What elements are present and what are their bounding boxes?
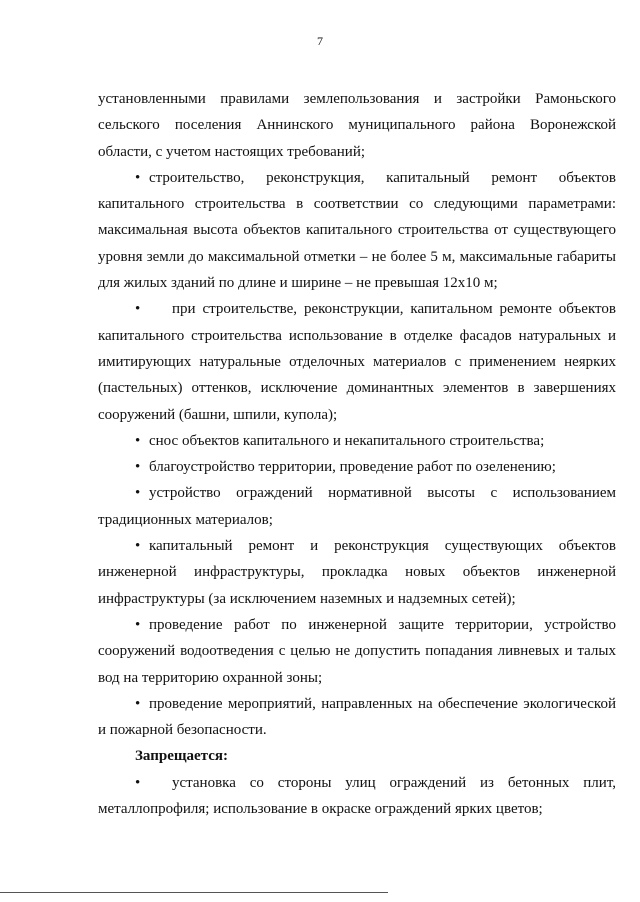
bullet-icon: • [135, 538, 141, 555]
list-item [98, 296, 616, 427]
list-item-text: капитальный ремонт и реконструкция существующих объектов инженерной инфраструктуры, прокладка новых объектов инженерной инфраструктуры (за исключением наземных и надземных сетей); [98, 538, 616, 607]
footer-divider [0, 892, 388, 893]
bullet-icon: • [135, 774, 141, 791]
list-item [98, 480, 616, 533]
list-item-text: строительство, реконструкция, капитальный ремонт объектов капитального строительства в соответствии со следующими параметрами: максимальная высота объектов капитального строительства от существующего уровня земли до максимальной отметки – не более 5 м, максимальные габариты для жилых зданий по длине и ширине – не превышая 12х10 м; [98, 169, 616, 292]
section-heading: Запрещается: [135, 748, 229, 765]
list-item-text: благоустройство территории, проведение работ по озеленению; [149, 459, 556, 476]
list-item [98, 770, 616, 823]
bullet-icon: • [135, 459, 141, 476]
list-item [98, 612, 616, 691]
list-item [98, 165, 616, 296]
bullet-icon: • [135, 695, 141, 712]
paragraph-continuation: установленными правилами землепользования и застройки Рамоньского сельского поселения Аннинского муниципального района Воронежской области, с учетом настоящих требований; [98, 91, 616, 160]
page-number: 7 [317, 34, 323, 48]
bullet-icon: • [135, 485, 141, 502]
list-item-text: при строительстве, реконструкции, капитальном ремонте объектов капитального строительства использование в отделке фасадов натуральных и имитирующих натуральные отделочных материалов с применением неярких (пастельных) оттенков, исключение доминантных элементов в завершениях сооружений (башни, шпили, купола); [98, 301, 616, 423]
bullet-icon: • [135, 432, 141, 449]
bullet-icon: • [135, 169, 141, 186]
list-item-text: установка со стороны улиц ограждений из бетонных плит, металлопрофиля; использование в окраске ограждений ярких цветов; [98, 774, 616, 818]
bullet-icon: • [135, 616, 141, 633]
list-item-text: проведение работ по инженерной защите территории, устройство сооружений водоотведения с целью не допустить попадания ливневых и талых вод на территорию охранной зоны; [98, 616, 616, 686]
list-item-text: устройство ограждений нормативной высоты с использованием традиционных материалов; [98, 485, 616, 528]
list-item-text: снос объектов капитального и некапитального строительства; [149, 432, 545, 449]
list-item [98, 533, 616, 612]
list-item-text: проведение мероприятий, направленных на обеспечение экологической и пожарной безопасности. [98, 695, 616, 739]
list-item [98, 454, 616, 480]
list-item [98, 691, 616, 744]
list-item [98, 428, 616, 454]
bullet-icon: • [135, 301, 141, 318]
document-body [98, 86, 616, 822]
